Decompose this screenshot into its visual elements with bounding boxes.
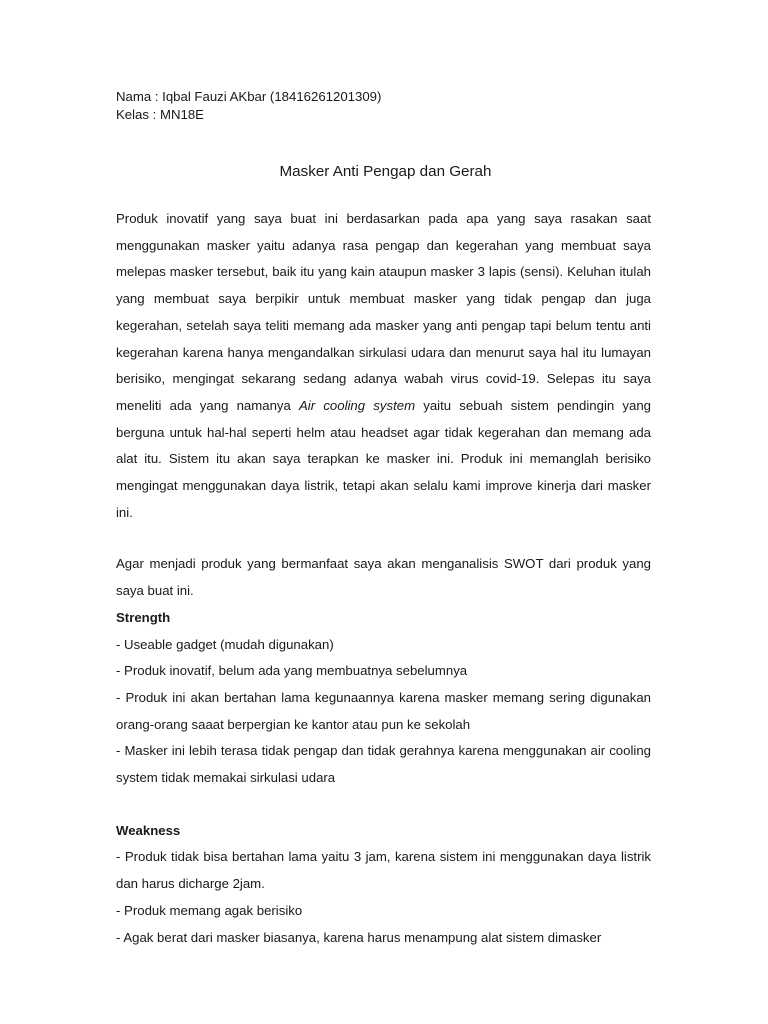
intro-text-part2: yaitu sebuah sistem pendingin yang berguna untuk hal-hal seperti helm atau headset agar tidak kegerahan dan memang ada alat itu. Sistem itu akan saya terapkan ke masker ini. Produk ini memanglah berisiko mengingat menggunakan daya listrik, tetapi akan selalu kami improve kinerja dari masker ini. bbox=[116, 397, 651, 520]
student-class-line: Kelas : MN18E bbox=[116, 107, 204, 122]
intro-text-part1: Produk inovatif yang saya buat ini berdasarkan pada apa yang saya rasakan saat menggunakan masker yaitu adanya rasa pengap dan kegerahan yang membuat saya melepas masker tersebut, baik itu yang kain ataupun masker 3 lapis (sensi). Keluhan itulah yang membuat saya berpikir untuk membuat masker yang tidak pengap dan juga kegerahan, setelah saya teliti memang ada masker yang anti pengap tapi belum tentu anti kegerahan karena hanya mengandalkan sirkulasi udara dan menurut saya hal itu lumayan berisiko, mengingat sekarang sedang adanya wabah virus covid-19. Selepas itu saya meneliti ada yang namanya bbox=[116, 211, 651, 413]
intro-paragraph bbox=[116, 206, 651, 526]
strength-heading: Strength bbox=[116, 609, 171, 625]
student-name-line: Nama : Iqbal Fauzi AKbar (18416261201309) bbox=[116, 89, 382, 104]
strength-item: - Produk inovatif, belum ada yang membuatnya sebelumnya bbox=[116, 663, 468, 679]
strength-item: - Masker ini lebih terasa tidak pengap dan tidak gerahnya karena menggunakan air cooling system tidak memakai sirkulasi udara bbox=[116, 743, 651, 786]
swot-intro-paragraph: Agar menjadi produk yang bermanfaat saya akan menganalisis SWOT dari produk yang saya buat ini. bbox=[116, 556, 651, 599]
intro-italic-term: Air cooling system bbox=[299, 397, 416, 413]
weakness-item: - Produk tidak bisa bertahan lama yaitu 3 jam, karena sistem ini menggunakan daya listrik dan harus dicharge 2jam. bbox=[116, 849, 651, 892]
weakness-item: - Produk memang agak berisiko bbox=[116, 902, 303, 918]
weakness-heading: Weakness bbox=[116, 822, 181, 838]
document-content bbox=[116, 88, 651, 951]
weakness-item: - Agak berat dari masker biasanya, karena harus menampung alat sistem dimasker bbox=[116, 929, 602, 945]
document-title: Masker Anti Pengap dan Gerah bbox=[279, 163, 492, 180]
strength-item: - Useable gadget (mudah digunakan) bbox=[116, 636, 334, 652]
strength-item: - Produk ini akan bertahan lama kegunaannya karena masker memang sering digunakan orang-orang saaat berpergian ke kantor atau pun ke sekolah bbox=[116, 689, 651, 732]
